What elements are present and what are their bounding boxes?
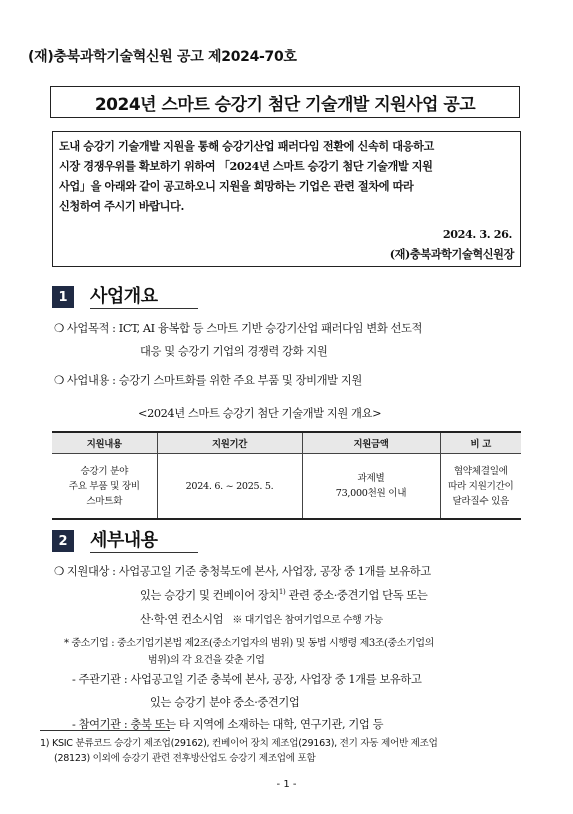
partner-agency-line: - 참여기관 : 충북 또는 타 지역에 소재하는 대학, 연구기관, 기업 등 xyxy=(72,718,384,731)
cell-line: 승강기 분야 xyxy=(80,465,129,477)
cell-line: 스마트화 xyxy=(86,495,123,507)
section-1-number: 1 xyxy=(52,286,74,308)
lead-agency-line-2: 있는 승강기 분야 중소·중견기업 xyxy=(150,696,300,709)
footnote-line: 1) KSIC 분류코드 승강기 제조업(29162), 컨베이어 장치 제조업(29163), 전기 자동 제어반 제조업 xyxy=(40,738,438,749)
intro-text xyxy=(59,136,514,216)
footnote xyxy=(40,736,530,766)
section-2-label: 세부내용 xyxy=(90,530,198,553)
issuer-name: (재)충북과학기술혁신원장 xyxy=(389,247,514,261)
table-header-row xyxy=(52,432,521,454)
target-line-3 xyxy=(140,611,383,627)
table-header: 지원내용 xyxy=(52,432,157,454)
table-header: 지원금액 xyxy=(302,432,440,454)
purpose-line-1: ❍ 사업목적 : ICT, AI 융복합 등 스마트 기반 승강기산업 패러다임 변화 선도적 xyxy=(54,322,423,335)
table-caption: <2024년 스마트 승강기 첨단 기술개발 지원 개요> xyxy=(138,407,382,420)
target-line-2-text: 있는 승강기 및 컨베이어 장치 xyxy=(140,589,279,602)
table-cell-period: 2024. 6. ~ 2025. 5. xyxy=(157,454,302,520)
table-cell-note xyxy=(440,454,521,520)
intro-line: 도내 승강기 기술개발 지원을 통해 승강기산업 패러다임 전환에 신속히 대응하고 xyxy=(59,139,434,153)
target-note: ※ 대기업은 참여기업으로 수행 가능 xyxy=(232,615,383,626)
footnote-line: (28123) 이외에 승강기 관련 전후방산업도 승강기 제조업에 포함 xyxy=(54,753,316,764)
cell-line: 달라질수 있음 xyxy=(452,495,510,507)
intro-line: 사업」을 아래와 같이 공고하오니 지원을 희망하는 기업은 관련 절차에 따라 xyxy=(59,179,414,193)
footnote-ref: 1) xyxy=(278,588,286,597)
page-number: - 1 - xyxy=(276,779,297,790)
target-line-2 xyxy=(140,587,427,603)
target-line-1: ❍ 지원대상 : 사업공고일 기준 충청북도에 본사, 사업장, 공장 중 1개를 보유하고 xyxy=(54,565,431,578)
cell-line: 협약체결일에 xyxy=(453,465,508,477)
content-line: ❍ 사업내용 : 승강기 스마트화를 위한 주요 부품 및 장비개발 지원 xyxy=(54,374,362,387)
sme-definition-line-2: 범위)의 각 요건을 갖춘 기업 xyxy=(148,655,265,666)
document-title xyxy=(50,86,520,118)
cell-line: 따라 지원기간이 xyxy=(447,480,514,492)
cell-line: 73,000천원 이내 xyxy=(335,488,407,499)
intro-line: 신청하여 주시기 바랍니다. xyxy=(59,199,184,213)
section-1-heading xyxy=(52,286,198,308)
footnote-divider xyxy=(40,730,170,731)
table-cell-amount xyxy=(302,454,440,520)
section-2-number: 2 xyxy=(52,530,74,552)
intro-box xyxy=(52,131,521,267)
purpose-line-2: 대응 및 승강기 기업의 경쟁력 강화 지원 xyxy=(140,345,328,358)
section-2-heading xyxy=(52,530,198,552)
table-cell-content xyxy=(52,454,157,520)
lead-agency-line-1: - 주관기관 : 사업공고일 기준 충북에 본사, 공장, 사업장 중 1개를 보유하고 xyxy=(72,673,422,686)
sme-definition-line-1: * 중소기업 : 중소기업기본법 제2조(중소기업자의 범위) 및 동법 시행령 제3조(중소기업의 xyxy=(64,638,434,649)
intro-line: 시장 경쟁우위를 확보하기 위하여 「2024년 스마트 승강기 첨단 기술개발 지원 xyxy=(59,159,433,173)
support-overview-table xyxy=(52,431,521,520)
section-1-label: 사업개요 xyxy=(90,286,198,309)
table-header: 지원기간 xyxy=(157,432,302,454)
document-title-text: 2024년 스마트 승강기 첨단 기술개발 지원사업 공고 xyxy=(94,94,476,115)
table-row xyxy=(52,454,521,520)
cell-line: 과제별 xyxy=(357,473,385,484)
cell-line: 주요 부품 및 장비 xyxy=(68,480,140,492)
notice-date: 2024. 3. 26. xyxy=(442,227,512,241)
target-line-2-text: 관련 중소·중견기업 단독 또는 xyxy=(285,589,428,602)
table-header: 비 고 xyxy=(440,432,521,454)
target-line-3-text: 산·학·연 컨소시엄 xyxy=(140,613,224,626)
notice-number: (재)충북과학기술혁신원 공고 제2024-70호 xyxy=(28,49,297,65)
